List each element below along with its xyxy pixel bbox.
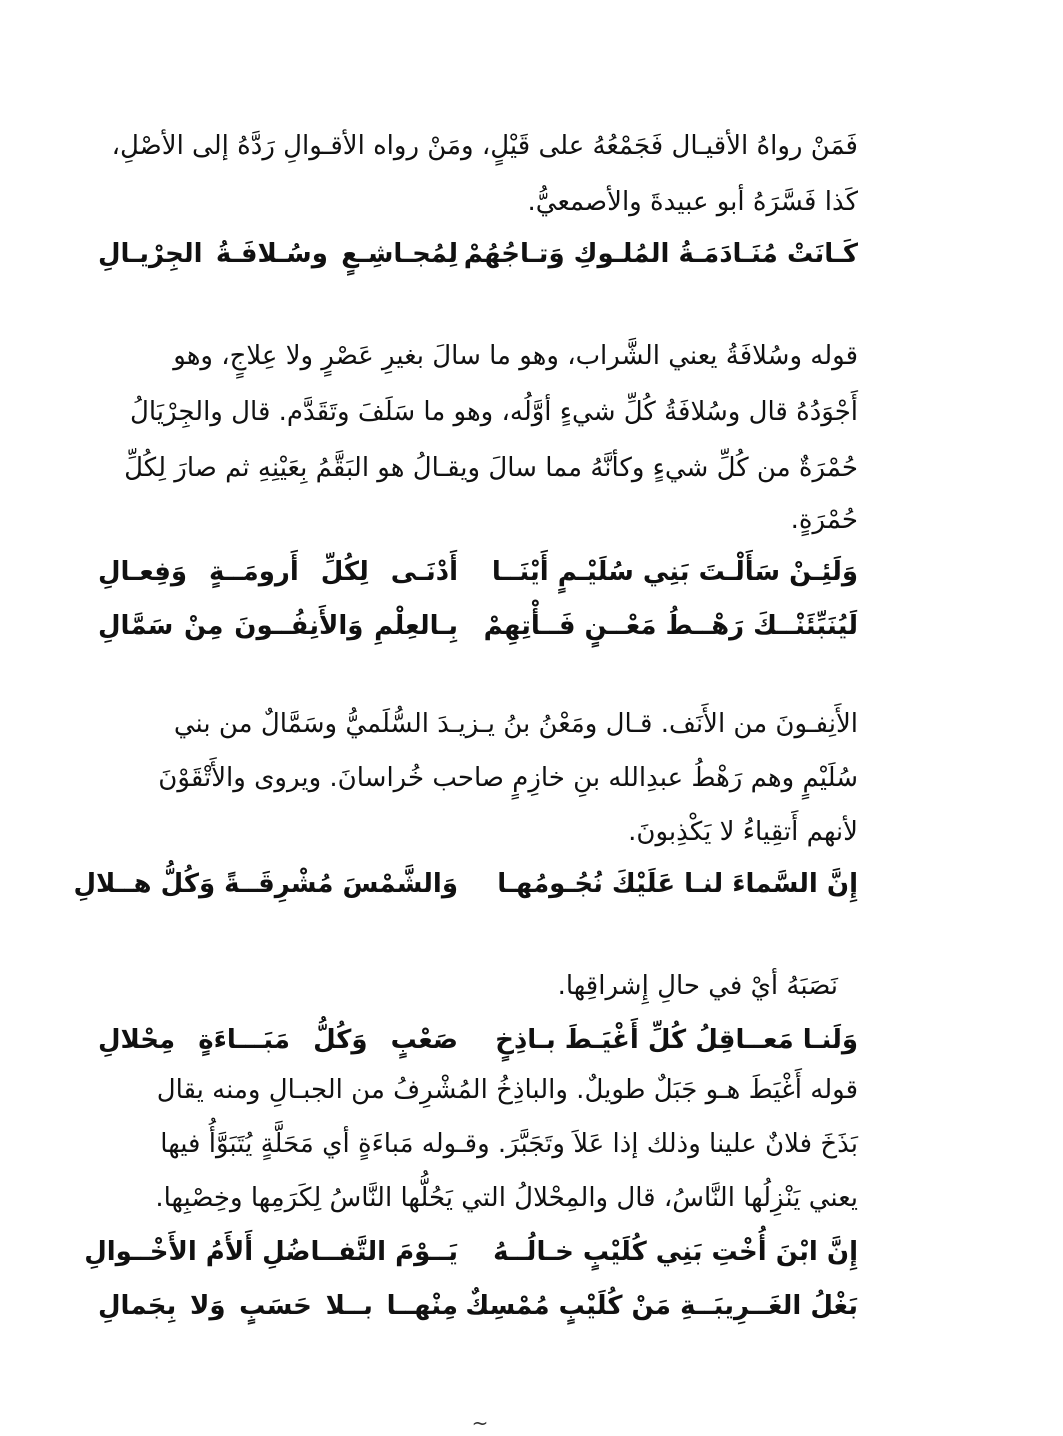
text-line: بَذَخَ فلانٌ علينا وذلك إذا عَلاَ وتَجَبَّرَ. وقـوله مَباءَةٍ أي مَحَلَّةٍ يُتَبَوَّأُ فيها xyxy=(160,1129,858,1159)
text-line: حُمْرَةٍ. xyxy=(790,505,858,535)
verse-line xyxy=(98,1012,858,1068)
text-line: نَصَبَهُ أيْ في حالِ إِشراقِها. xyxy=(557,971,838,1001)
text-line: لأنهم أَتقِياءُ لا يَكْذِبونَ. xyxy=(628,817,858,847)
verse-second-hemistich: لِمُجـاشِـعٍ وسُـلافَـةُ الجِرْيـالِ xyxy=(98,239,458,269)
verse-first-hemistich: إِنَّ السَّماءَ لنـا عَلَيْكَ نُجُـومُهـا xyxy=(497,869,858,899)
verse-line xyxy=(98,544,858,600)
text-line: حُمْرَةٌ من كُلِّ شيءٍ وكأنَّهُ مما سالَ ويقـالُ هو البَقَّمُ بِعَيْنِهِ ثم صارَ لِكُلِّ xyxy=(124,453,858,483)
verse-second-hemistich: بِـالعِلْمِ وَالأَنِفُــونَ مِنْ سَمَّالِ xyxy=(98,611,458,641)
verse-second-hemistich: أَدْنَـى لِكُلِّ أَرومَــةٍ وَفِعـالِ xyxy=(98,557,458,587)
verse-second-hemistich: مِنْهــا بــلا حَسَبٍ وَلا بِجَمالِ xyxy=(98,1291,458,1321)
verse-first-hemistich: بَغْلُ الغَــرِيبَــةِ مَنْ كُلَيْبٍ مُمْسِكٌ xyxy=(465,1291,858,1321)
text-line: قوله وسُلافَةُ يعني الشَّراب، وهو ما سالَ بغيرِ عَصْرٍ ولا عِلاجٍ، وهو xyxy=(173,341,858,371)
verse-first-hemistich: وَلَئِـنْ سَأَلْـتَ بَنِي سُلَيْـمٍ أَيْنَــا xyxy=(491,557,858,587)
verse-second-hemistich: صَعْبٍ وَكُلُّ مَبَـــاءَةٍ مِحْلالِ xyxy=(98,1025,458,1055)
text-line: قوله أَغْيَطَ هـو جَبَلٌ طويلٌ. والباذِخُ المُشْرِفُ من الجبـالِ ومنه يقال xyxy=(156,1075,858,1105)
text-line: الأَنِفـونَ من الأَنَف. قـال ومَعْنُ بنُ يـزيـدَ السُّلَميُّ وسَمَّالٌ من بني xyxy=(173,709,858,739)
verse-first-hemistich: لَيُنَبِّئَنْــكَ رَهْــطُ مَعْــنٍ فَــأْتِهِمْ xyxy=(483,611,858,641)
verse-line xyxy=(98,1278,858,1334)
text-line: يعني يَنْزِلُها النَّاسُ، قال والمِحْلالُ التي يَحُلُّها النَّاسُ لِكَرَمِها وخِصْبِها. xyxy=(155,1183,858,1213)
verse-first-hemistich: وَلَنـا مَعــاقِلُ كُلِّ أَغْيَـطَ بـاذِخٍ xyxy=(495,1025,858,1055)
text-line: أَجْوَدُهُ قال وسُلافَةُ كُلِّ شيءٍ أوَّلُه، وهو ما سَلَفَ وتَقَدَّم. قال والجِرْيَالُ xyxy=(129,397,858,427)
page-number: ~ xyxy=(471,1411,489,1435)
text-line: فَمَنْ رواهُ الأقيـال فَجَمْعُهُ على قَيْلٍ، ومَنْ رواه الأقـوالِ رَدَّهُ إلى الأصْلِ، xyxy=(111,131,858,161)
text-line: سُلَيْمٍ وهم رَهْطُ عبدِالله بنِ خازِمٍ صاحب خُراسانَ. ويروى والأَتْقَوْنَ xyxy=(158,763,858,793)
verse-second-hemistich: يَــوْمَ التَّفــاضُلِ أَلأَمُ الأَخْــوالِ xyxy=(84,1237,458,1267)
text-line: كَذا فَسَّرَهُ أبو عبيدةَ والأصمعيُّ. xyxy=(527,187,858,217)
verse-first-hemistich: إِنَّ ابْنَ أُخْتِ بَنِي كُلَيْبٍ خـالُــهُ xyxy=(493,1237,858,1267)
verse-line xyxy=(98,598,858,654)
verse-line xyxy=(84,1224,858,1280)
verse-line xyxy=(73,856,858,912)
verse-line xyxy=(98,226,858,282)
verse-second-hemistich: وَالشَّمْسَ مُشْرِقَــةً وَكُلُّ هــلالِ xyxy=(73,869,458,899)
verse-first-hemistich: كَـانَتْ مُنَـادَمَـةُ المُلـوكِ وَتـاجُهُمْ xyxy=(463,239,858,269)
